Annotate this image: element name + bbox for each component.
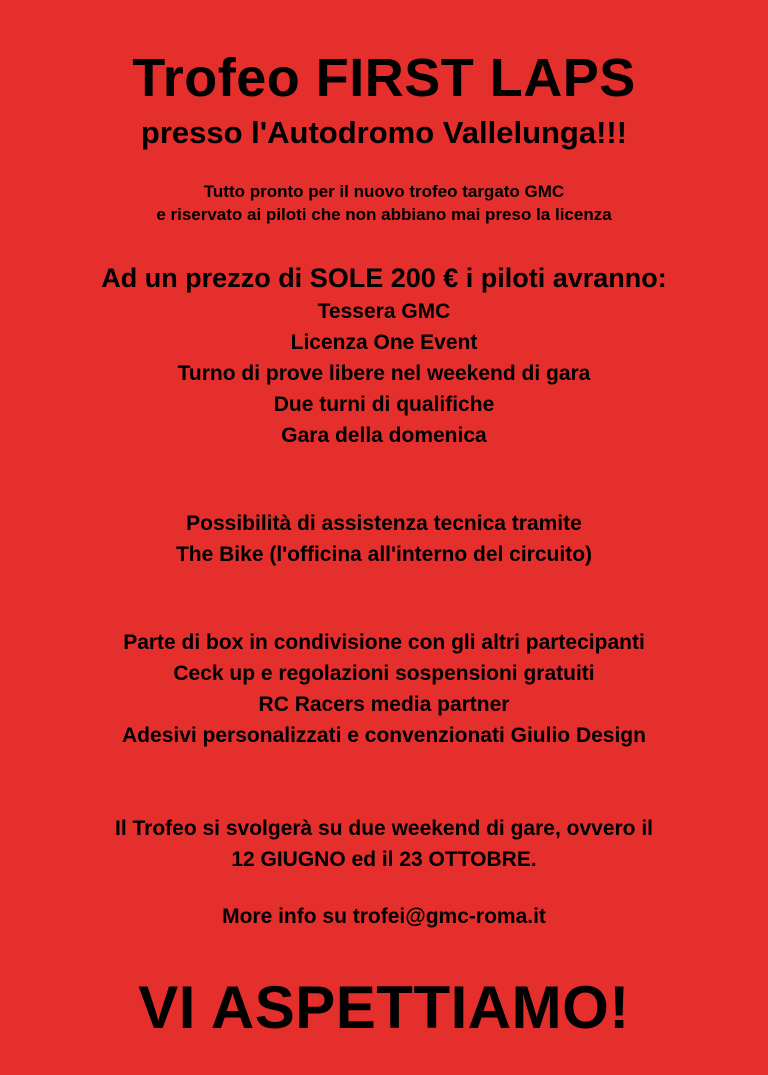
closing-slogan: VI ASPETTIAMO! xyxy=(138,974,630,1041)
schedule-line: Il Trofeo si svolgerà su due weekend di gare, ovvero il xyxy=(114,817,653,840)
extras-item: Ceck up e regolazioni sospensioni gratuiti xyxy=(173,662,595,685)
intro-paragraph xyxy=(0,180,768,226)
intro-line: Tutto pronto per il nuovo trofeo targato GMC xyxy=(203,182,565,201)
assistance-line: The Bike (l'officina all'interno del circuito) xyxy=(175,543,593,566)
extras-list xyxy=(0,627,768,751)
poster-title: Trofeo FIRST LAPS xyxy=(132,48,636,108)
offer-item: Due turni di qualifiche xyxy=(273,393,495,416)
offer-list xyxy=(0,296,768,451)
poster-subtitle: presso l'Autodromo Vallelunga!!! xyxy=(140,115,628,150)
extras-item: RC Racers media partner xyxy=(258,693,510,716)
contact-info: More info su trofei@gmc-roma.it xyxy=(222,905,546,928)
assistance-line: Possibilità di assistenza tecnica tramite xyxy=(186,512,582,535)
offer-item: Tessera GMC xyxy=(317,300,451,323)
offer-item: Gara della domenica xyxy=(281,424,487,447)
assistance-paragraph xyxy=(0,508,768,570)
schedule-paragraph xyxy=(0,813,768,875)
schedule-line: 12 GIUGNO ed il 23 OTTOBRE. xyxy=(231,848,537,871)
offer-item: Turno di prove libere nel weekend di gara xyxy=(177,362,591,385)
extras-item: Adesivi personalizzati e convenzionati Giulio Design xyxy=(122,724,646,747)
intro-line: e riservato ai piloti che non abbiano mai preso la licenza xyxy=(156,205,612,224)
offer-item: Licenza One Event xyxy=(290,331,478,354)
extras-item: Parte di box in condivisione con gli altri partecipanti xyxy=(123,631,645,654)
offer-heading: Ad un prezzo di SOLE 200 € i piloti avranno: xyxy=(101,263,667,293)
